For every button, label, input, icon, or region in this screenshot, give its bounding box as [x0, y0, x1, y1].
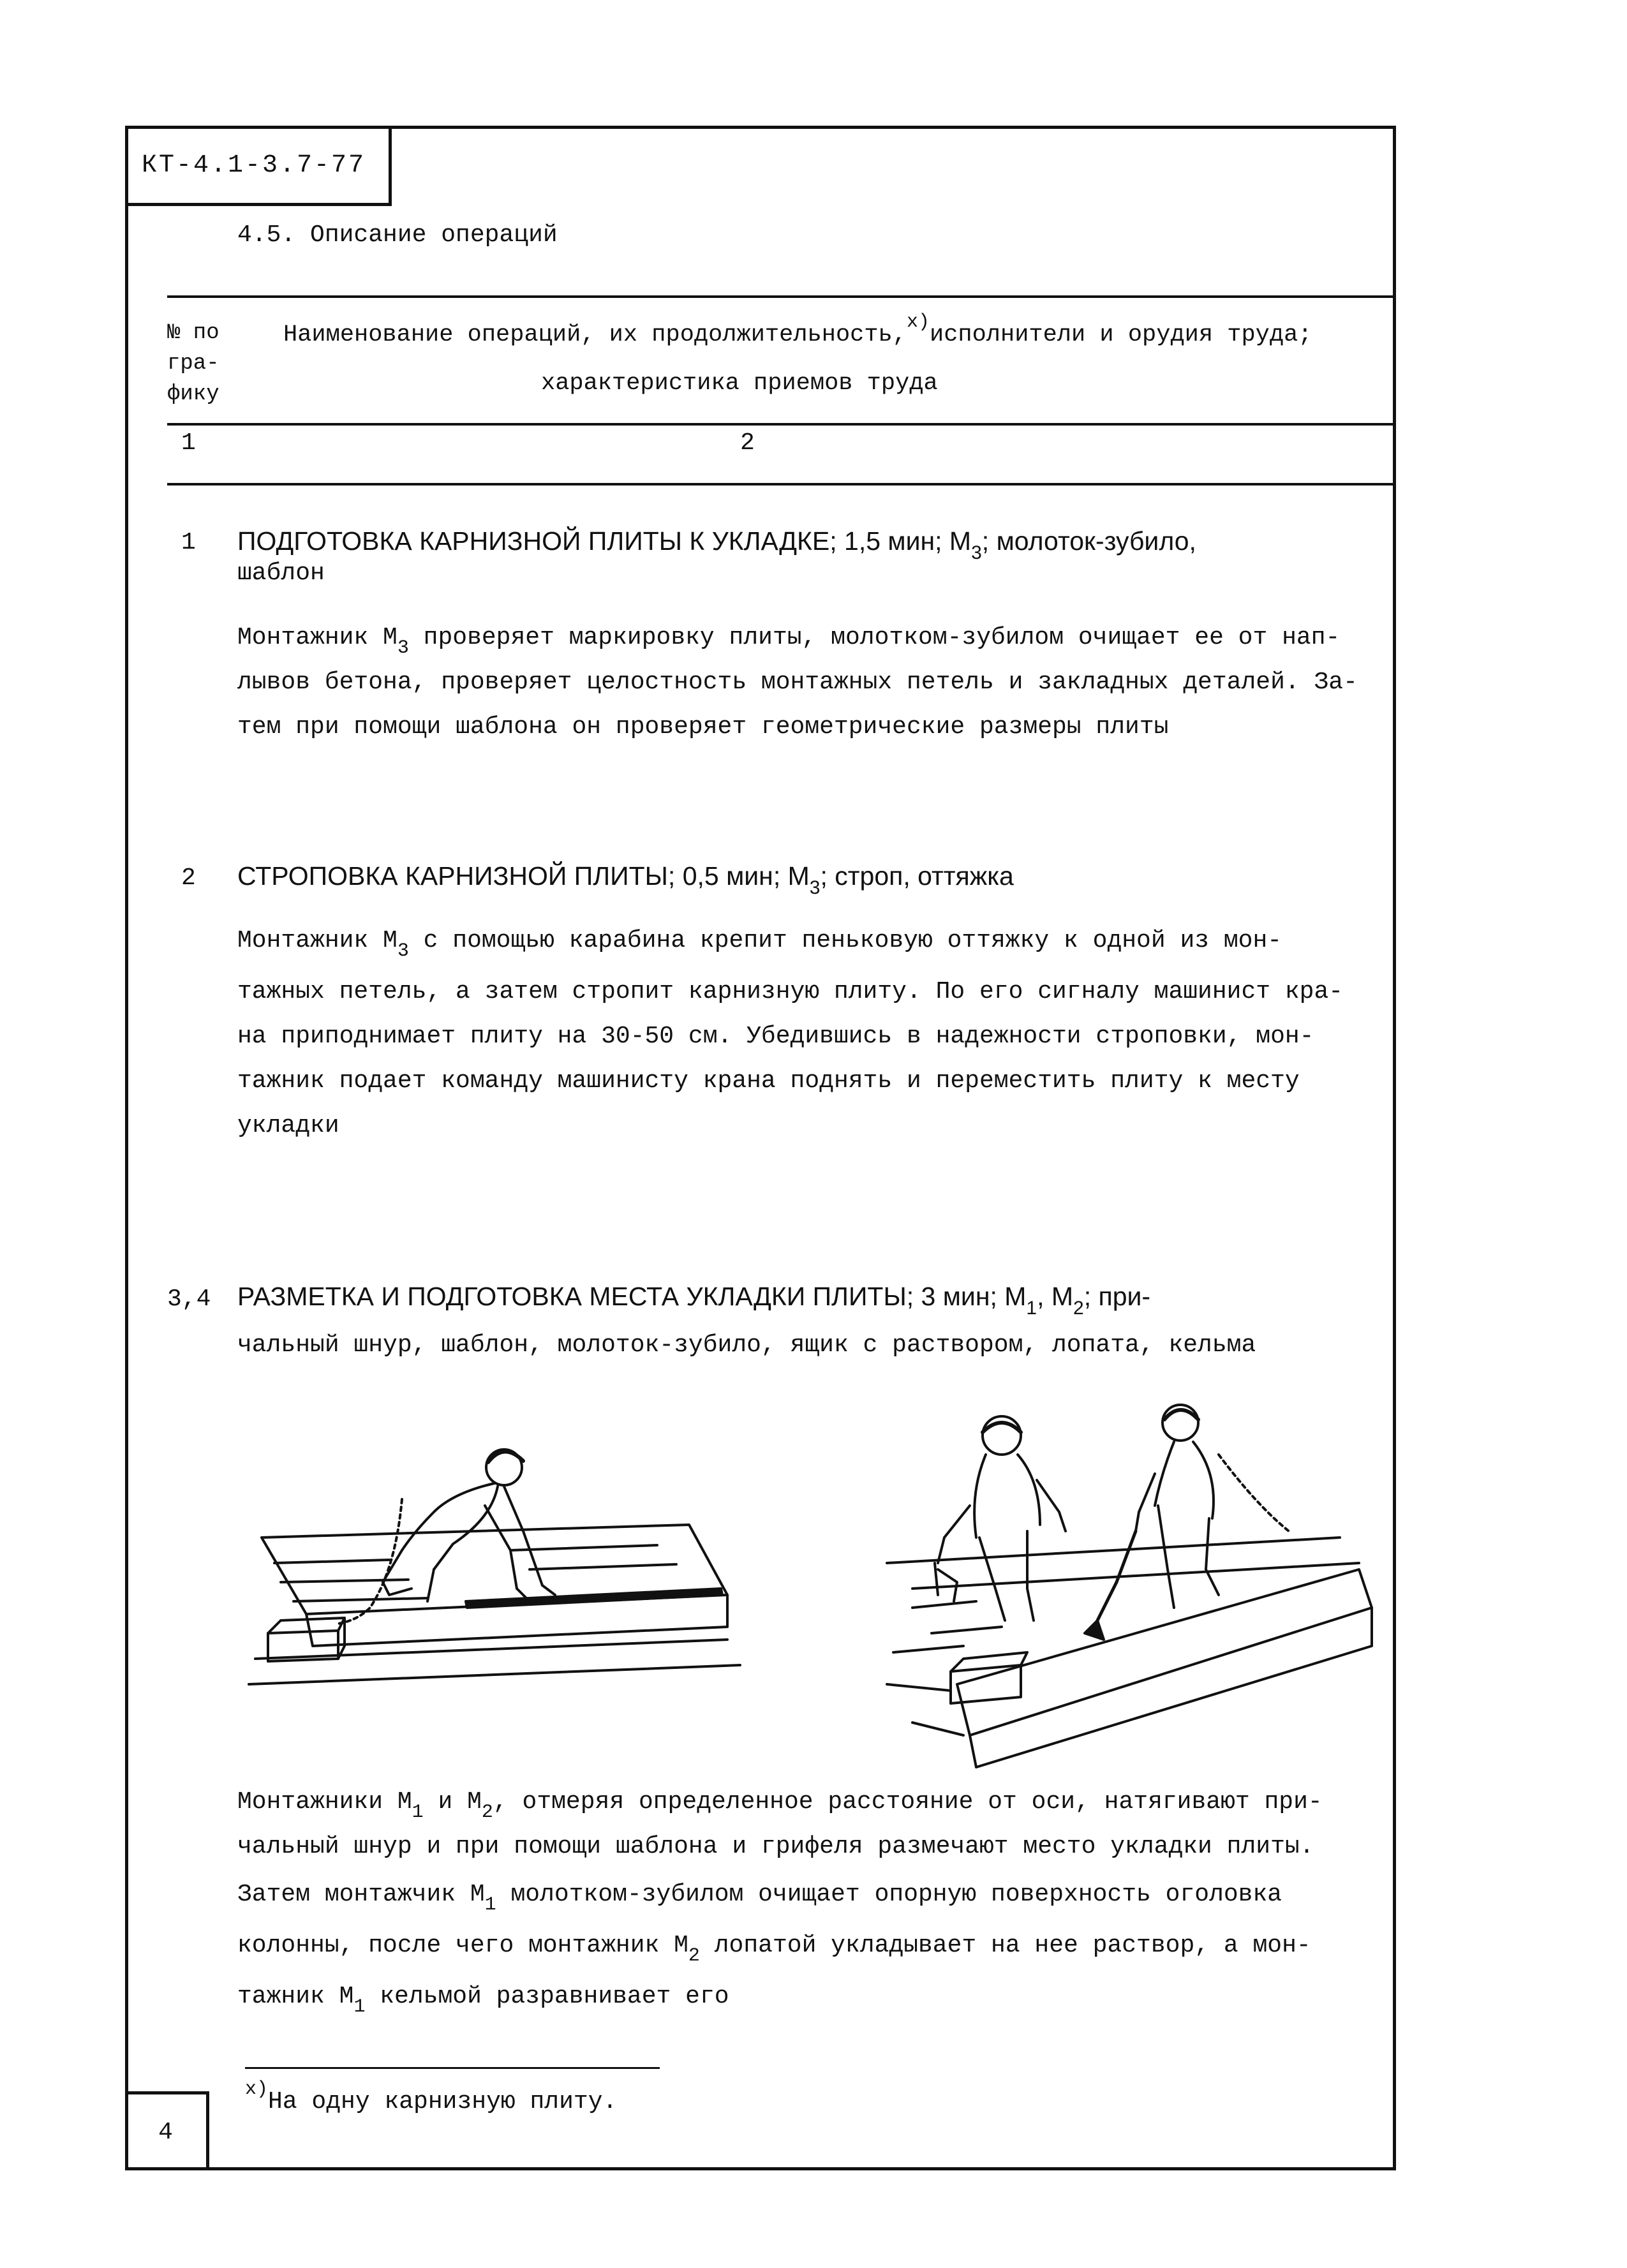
operation-3-title-line2: чальный шнур, шаблон, молоток-зубило, ящик с раствором, лопата, кельма: [237, 1331, 1256, 1359]
header-bottom-rule: [167, 483, 1396, 485]
footnote: $^{x)}$На одну карнизную плиту.: [245, 2079, 618, 2116]
page-number: 4: [125, 2091, 209, 2170]
col1-header-line2: гра-: [167, 352, 219, 376]
operation-2-desc-line2: тажных петель, а затем стропит карнизную плиту. По его сигналу машинист кра-: [237, 978, 1344, 1005]
col2-header-line1: Наименование операций, их продолжительность,$^{x)}$исполнители и орудия труда;: [283, 311, 1312, 348]
col2-header-line2: характеристика приемов труда: [541, 370, 938, 397]
illustration-right-workers-mortar: [874, 1378, 1385, 1774]
operation-2-title: СТРОПОВКА КАРНИЗНОЙ ПЛИТЫ; 0,5 мин; $М_3$; строп, оттяжка: [237, 861, 1014, 898]
document-code: КТ-4.1-3.7-77: [125, 126, 392, 206]
col1-header-line1: № по: [167, 321, 219, 345]
operation-1-title-line2: шаблон: [237, 560, 325, 587]
operation-2-desc-line1: Монтажник $М_3$ с помощью карабина крепит пеньковую оттяжку к одной из мон-: [237, 927, 1282, 962]
operation-2-desc-line5: укладки: [237, 1112, 339, 1139]
operation-2-desc-line4: тажник подает команду машинисту крана поднять и переместить плиту к месту: [237, 1067, 1300, 1095]
operation-1-desc-line1: Монтажник $М_3$ проверяет маркировку плиты, молотком-зубилом очищает ее от нап-: [237, 624, 1341, 659]
header-mid-rule: [167, 423, 1396, 426]
operation-3-desc-line3: Затем монтажчик $М_1$ молотком-зубилом очищает опорную поверхность оголовка: [237, 1881, 1282, 1916]
footnote-rule: [245, 2067, 660, 2069]
operation-1-desc-line2: лывов бетона, проверяет целостность монтажных петель и закладных деталей. За-: [237, 669, 1358, 696]
operation-2-number: 2: [181, 864, 196, 892]
operation-3-desc-line2: чальный шнур и при помощи шаблона и грифеля размечают место укладки плиты.: [237, 1833, 1314, 1860]
col1-number: 1: [181, 429, 196, 457]
header-top-rule: [167, 295, 1396, 298]
operation-3-title: РАЗМЕТКА И ПОДГОТОВКА МЕСТА УКЛАДКИ ПЛИТЫ; 3 мин; $М_1$, $М_2$; при-: [237, 1282, 1151, 1319]
operation-1-number: 1: [181, 529, 196, 556]
operation-2-desc-line3: на приподнимает плиту на 30-50 см. Убедившись в надежности строповки, мон-: [237, 1023, 1314, 1050]
operation-3-desc-line5: тажник $М_1$ кельмой разравнивает его: [237, 1983, 729, 2018]
operation-3-desc-line4: колонны, после чего монтажник $М_2$ лопатой укладывает на нее раствор, а мон-: [237, 1932, 1311, 1967]
col1-header-line3: фику: [167, 382, 219, 406]
section-title: 4.5. Описание операций: [237, 221, 558, 249]
operation-1-title: ПОДГОТОВКА КАРНИЗНОЙ ПЛИТЫ К УКЛАДКЕ; 1,5 мин; $М_3$; молоток-зубило,: [237, 526, 1196, 563]
operation-1-desc-line3: тем при помощи шаблона он проверяет геометрические размеры плиты: [237, 713, 1169, 741]
operation-3-number: 3,4: [167, 1286, 211, 1313]
col2-number: 2: [740, 429, 755, 457]
illustration-left-worker-marking: [242, 1404, 753, 1723]
operation-3-desc-line1: Монтажники $М_1$ и $М_2$, отмеряя определенное расстояние от оси, натягивают при-: [237, 1788, 1323, 1823]
